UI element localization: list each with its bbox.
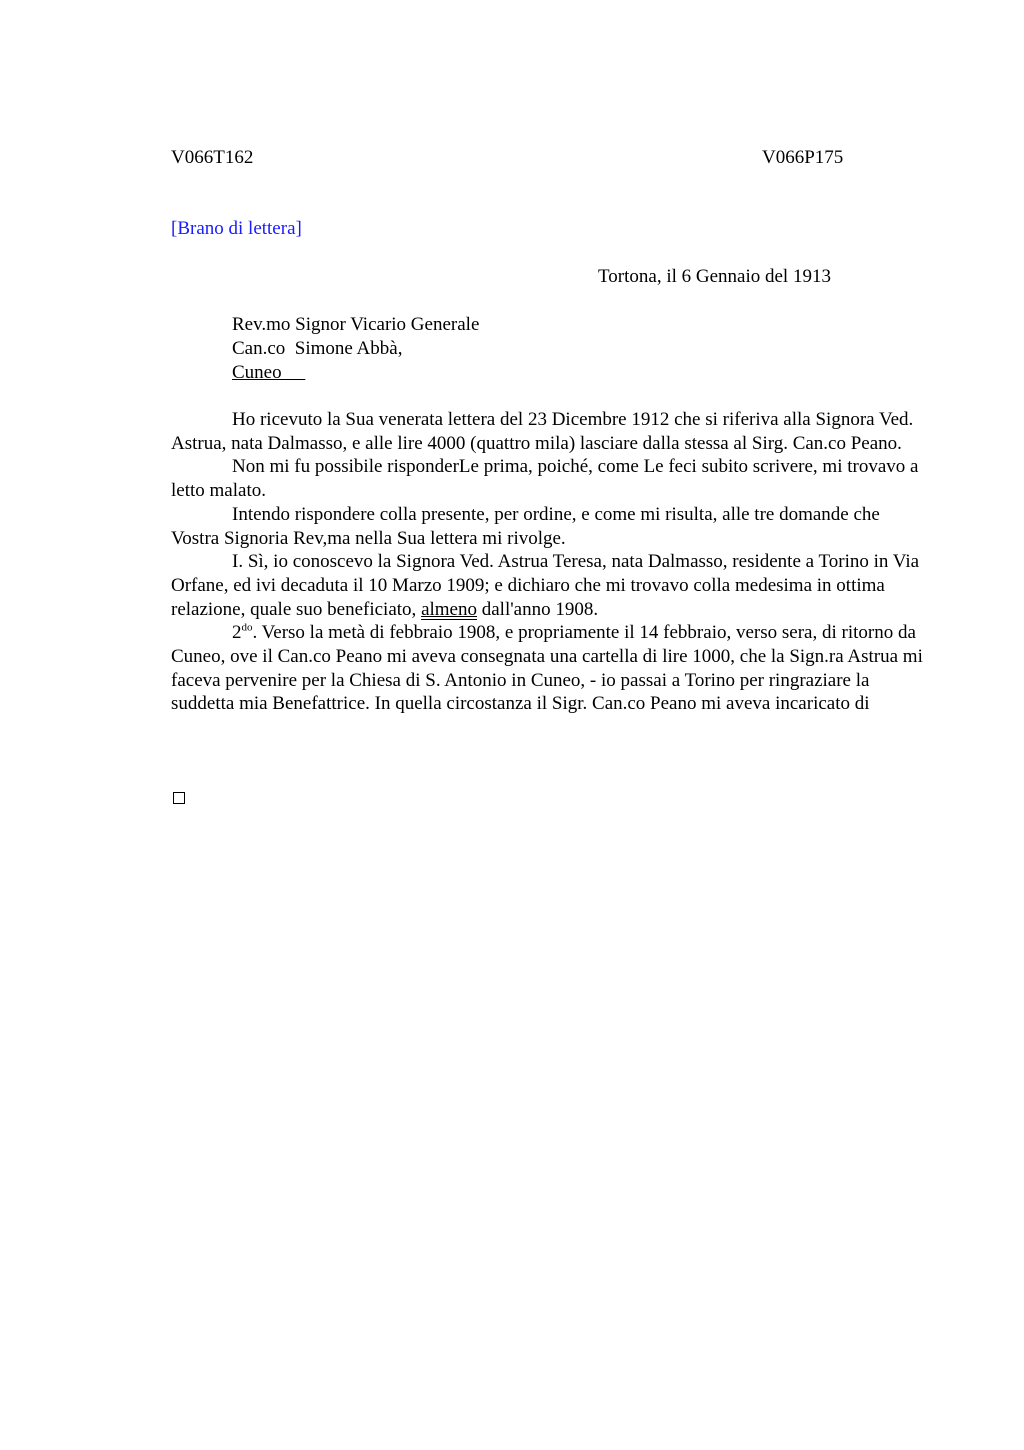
paragraph-5-superscript: do — [241, 622, 253, 634]
address-line-3: Cuneo — [232, 362, 306, 383]
paragraph-5-text: . Verso la metà di febbraio 1908, e propriamente il 14 febbraio, verso sera, di ritorno da Cuneo, ove il Can.co Peano mi aveva consegnata una cartella di lire 1000, che la Sign.ra Astrua mi faceva pervenire per la Chiesa di S. Antonio in Cuneo, - io passai a Torino per ringraziare la suddetta mia Benefattrice. In quella circostanza il Sigr. Can.co Peano mi aveva incaricato di — [171, 622, 923, 715]
checkbox-square-icon — [173, 792, 185, 804]
paragraph-5-number: 2 — [232, 622, 242, 644]
letter-address — [232, 313, 479, 385]
paragraph-3: Intendo rispondere colla presente, per ordine, e come mi risulta, alle tre domande che Vostra Signoria Rev,ma nella Sua lettera mi rivolge. — [171, 503, 880, 549]
address-line-2: Can.co Simone Abbà, — [232, 338, 403, 359]
paragraph-4 — [171, 550, 931, 621]
paragraph-4-text-before: I. Sì, io conoscevo la Signora Ved. Astrua Teresa, nata Dalmasso, residente a Torino in Via Orfane, ed ivi decaduta il 10 Marzo 1909; e dichiaro che mi trovavo colla medesima in ottima relazione, quale suo beneficiato, — [171, 551, 920, 620]
paragraph-5 — [171, 621, 931, 716]
paragraph-2: Non mi fu possibile risponderLe prima, poiché, come Le feci subito scrivere, mi trovavo a letto malato. — [171, 456, 919, 502]
letter-dateline: Tortona, il 6 Gennaio del 1913 — [598, 266, 831, 287]
document-code-right: V066P175 — [762, 147, 844, 168]
letter-body — [171, 408, 931, 716]
address-line-1: Rev.mo Signor Vicario Generale — [232, 314, 480, 335]
paragraph-4-text-after: dall'anno 1908. — [477, 598, 599, 620]
document-code-left: V066T162 — [171, 147, 254, 168]
section-label: [Brano di lettera] — [171, 218, 302, 239]
paragraph-1: Ho ricevuto la Sua venerata lettera del 23 Dicembre 1912 che si riferiva alla Signora Ved. Astrua, nata Dalmasso, e alle lire 4000 (quattro mila) lasciare dalla stessa al Sirg. Can.co Peano. — [171, 409, 914, 454]
paragraph-4-emphasis: almeno — [421, 598, 477, 620]
